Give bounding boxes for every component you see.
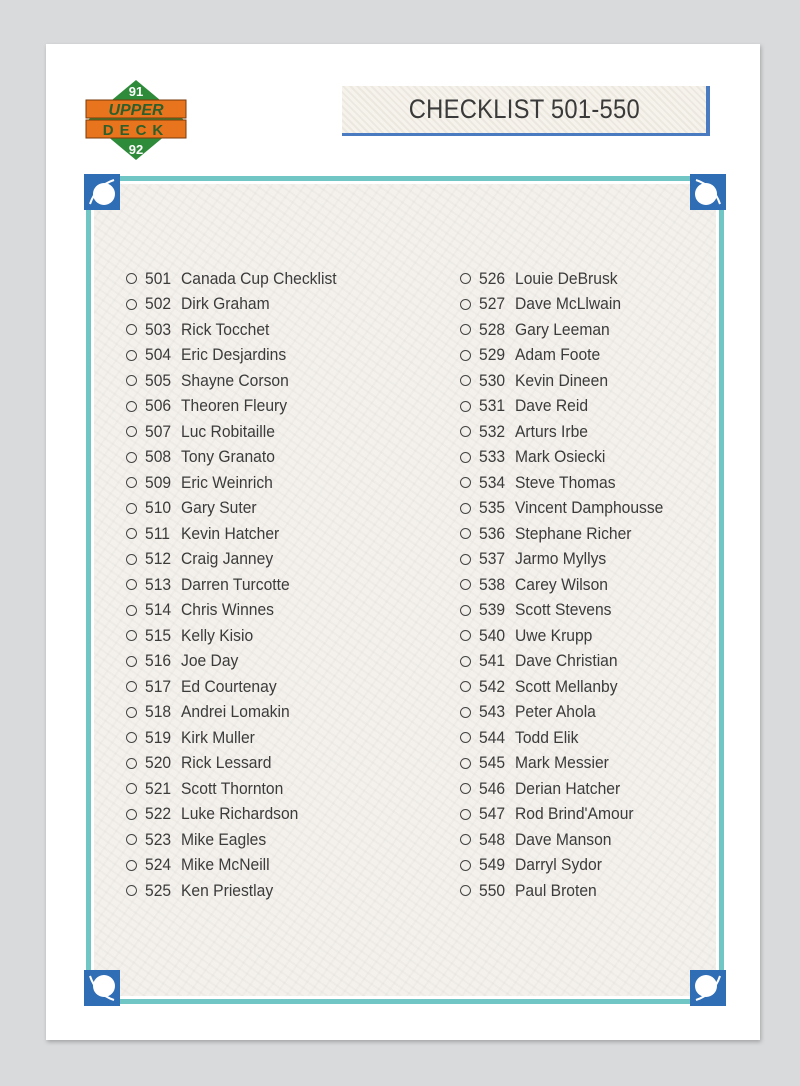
player-name: Scott Stevens (515, 600, 612, 620)
checklist-item (460, 292, 676, 318)
checklist-item (460, 266, 676, 292)
checkbox-circle-icon (460, 681, 471, 692)
card-number: 545 (479, 753, 506, 773)
frame-border-top (116, 176, 694, 181)
player-name: Rod Brind'Amour (515, 804, 634, 824)
checkbox-circle-icon (126, 452, 137, 463)
checkbox-circle-icon (460, 732, 471, 743)
player-name: Carey Wilson (515, 574, 609, 594)
player-name: Scott Thornton (181, 778, 284, 798)
player-name: Kevin Hatcher (181, 523, 280, 543)
checkbox-circle-icon (126, 503, 137, 514)
card-number: 529 (479, 345, 506, 365)
player-name: Ken Priestlay (181, 880, 274, 900)
checkbox-circle-icon (460, 860, 471, 871)
card-number: 502 (145, 294, 172, 314)
player-name: Adam Foote (515, 345, 601, 365)
card-number: 512 (145, 549, 172, 569)
checklist-item (126, 725, 350, 751)
checkbox-circle-icon (460, 401, 471, 412)
upper-deck-logo (84, 78, 188, 162)
checkbox-circle-icon (460, 834, 471, 845)
checklist-item (126, 827, 350, 853)
checklist-item (460, 725, 676, 751)
card-number: 508 (145, 447, 172, 467)
checkbox-circle-icon (126, 477, 137, 488)
checklist-item (126, 470, 350, 496)
checkbox-circle-icon (126, 299, 137, 310)
player-name: Steve Thomas (515, 472, 616, 492)
page-title: CHECKLIST 501-550 (408, 94, 640, 124)
checkbox-circle-icon (126, 758, 137, 769)
card-number: 504 (145, 345, 172, 365)
player-name: Kirk Muller (181, 727, 255, 747)
card-number: 537 (479, 549, 506, 569)
logo-brand-line1: UPPER (108, 102, 164, 119)
checklist-item (460, 623, 676, 649)
card-number: 546 (479, 778, 506, 798)
card-number: 543 (479, 702, 506, 722)
card-number: 525 (145, 880, 172, 900)
player-name: Dave McLlwain (515, 294, 622, 314)
card-number: 548 (479, 829, 506, 849)
player-name: Mark Messier (515, 753, 609, 773)
corner-ornament-icon (84, 174, 120, 210)
checkbox-circle-icon (460, 656, 471, 667)
checklist-item (126, 623, 350, 649)
checklist-item (460, 674, 676, 700)
player-name: Tony Granato (181, 447, 275, 467)
checkbox-circle-icon (126, 528, 137, 539)
player-name: Dave Christian (515, 651, 618, 671)
checklist-item (460, 802, 676, 828)
checkbox-circle-icon (460, 477, 471, 488)
checkbox-circle-icon (460, 783, 471, 794)
card-number: 542 (479, 676, 506, 696)
checklist-item (126, 445, 350, 471)
checklist-item (126, 343, 350, 369)
title-banner (342, 86, 710, 136)
player-name: Chris Winnes (181, 600, 275, 620)
corner-ornament-icon (84, 970, 120, 1006)
card-number: 526 (479, 268, 506, 288)
checklist-item (126, 700, 350, 726)
checkbox-circle-icon (126, 630, 137, 641)
player-name: Peter Ahola (515, 702, 596, 722)
logo-brand-line2: DECK (102, 122, 170, 139)
player-name: Paul Broten (515, 880, 597, 900)
player-name: Derian Hatcher (515, 778, 621, 798)
checkbox-circle-icon (126, 707, 137, 718)
card-number: 509 (145, 472, 172, 492)
checklist-item (126, 317, 350, 343)
checklist-item (126, 776, 350, 802)
checkbox-circle-icon (460, 324, 471, 335)
card-number: 530 (479, 370, 506, 390)
card-number: 510 (145, 498, 172, 518)
checkbox-circle-icon (460, 809, 471, 820)
checklist-item (126, 547, 350, 573)
checkbox-circle-icon (460, 707, 471, 718)
checkbox-circle-icon (126, 809, 137, 820)
player-name: Theoren Fleury (181, 396, 288, 416)
player-name: Kelly Kisio (181, 625, 254, 645)
card-number: 527 (479, 294, 506, 314)
card-number: 535 (479, 498, 506, 518)
checkbox-circle-icon (126, 324, 137, 335)
card-number: 517 (145, 676, 172, 696)
player-name: Arturs Irbe (515, 421, 589, 441)
checklist-item (126, 751, 350, 777)
card-number: 516 (145, 651, 172, 671)
checklist-item (126, 419, 350, 445)
checklist-item (460, 445, 676, 471)
player-name: Joe Day (181, 651, 239, 671)
checkbox-circle-icon (126, 732, 137, 743)
checklist-frame (86, 176, 724, 1004)
card-number: 515 (145, 625, 172, 645)
checklist-column-left (126, 266, 350, 904)
checkbox-circle-icon (126, 885, 137, 896)
player-name: Mark Osiecki (515, 447, 606, 467)
checklist-item (460, 394, 676, 420)
checkbox-circle-icon (460, 528, 471, 539)
card-number: 522 (145, 804, 172, 824)
checkbox-circle-icon (460, 579, 471, 590)
checklist-item (460, 317, 676, 343)
card-number: 521 (145, 778, 172, 798)
checklist-item (126, 521, 350, 547)
player-name: Scott Mellanby (515, 676, 618, 696)
card-number: 549 (479, 855, 506, 875)
card-number: 550 (479, 880, 506, 900)
checkbox-circle-icon (460, 630, 471, 641)
logo-top-year: 91 (128, 84, 144, 99)
checkbox-circle-icon (460, 758, 471, 769)
card-number: 536 (479, 523, 506, 543)
checklist-item (460, 572, 676, 598)
player-name: Darren Turcotte (181, 574, 290, 594)
player-name: Rick Lessard (181, 753, 272, 773)
checklist-column-right (460, 266, 676, 904)
checklist-item (126, 572, 350, 598)
checklist-item (460, 521, 676, 547)
player-name: Dirk Graham (181, 294, 270, 314)
card-number: 513 (145, 574, 172, 594)
checklist-item (460, 470, 676, 496)
player-name: Dave Reid (515, 396, 589, 416)
checklist-item (460, 368, 676, 394)
checklist-item (460, 827, 676, 853)
checklist-item (126, 496, 350, 522)
checklist-item (126, 394, 350, 420)
checkbox-circle-icon (460, 503, 471, 514)
player-name: Eric Desjardins (181, 345, 287, 365)
checklist-item (460, 649, 676, 675)
checklist-item (460, 853, 676, 879)
checkbox-circle-icon (460, 375, 471, 386)
checklist-item (460, 878, 676, 904)
card-number: 520 (145, 753, 172, 773)
card-number: 505 (145, 370, 172, 390)
checkbox-circle-icon (460, 554, 471, 565)
player-name: Luke Richardson (181, 804, 299, 824)
checklist-item (126, 878, 350, 904)
checklist-item (460, 751, 676, 777)
checklist-item (126, 266, 350, 292)
checkbox-circle-icon (126, 579, 137, 590)
checklist-item (460, 343, 676, 369)
player-name: Shayne Corson (181, 370, 289, 390)
card-number: 507 (145, 421, 172, 441)
player-name: Dave Manson (515, 829, 612, 849)
player-name: Gary Suter (181, 498, 257, 518)
card-number: 524 (145, 855, 172, 875)
checkbox-circle-icon (460, 273, 471, 284)
player-name: Rick Tocchet (181, 319, 270, 339)
checklist-item (126, 598, 350, 624)
card-number: 519 (145, 727, 172, 747)
card-number: 539 (479, 600, 506, 620)
checkbox-circle-icon (460, 299, 471, 310)
card-number: 544 (479, 727, 506, 747)
checkbox-circle-icon (126, 426, 137, 437)
player-name: Vincent Damphousse (515, 498, 664, 518)
card-number: 514 (145, 600, 172, 620)
checklist-item (126, 674, 350, 700)
checkbox-circle-icon (126, 860, 137, 871)
card-number: 501 (145, 268, 172, 288)
frame-border-bottom (116, 999, 694, 1004)
player-name: Gary Leeman (515, 319, 610, 339)
checkbox-circle-icon (460, 426, 471, 437)
checkbox-circle-icon (460, 885, 471, 896)
checklist-item (126, 853, 350, 879)
corner-ornament-icon (690, 174, 726, 210)
player-name: Todd Elik (515, 727, 579, 747)
card-number: 506 (145, 396, 172, 416)
checklist-item (460, 496, 676, 522)
checklist-item (126, 368, 350, 394)
player-name: Andrei Lomakin (181, 702, 290, 722)
checklist-item (460, 700, 676, 726)
player-name: Uwe Krupp (515, 625, 593, 645)
checkbox-circle-icon (126, 375, 137, 386)
card-number: 547 (479, 804, 506, 824)
card-number: 531 (479, 396, 506, 416)
checkbox-circle-icon (126, 656, 137, 667)
checklist-card (46, 44, 760, 1040)
checkbox-circle-icon (126, 681, 137, 692)
player-name: Mike McNeill (181, 855, 270, 875)
player-name: Eric Weinrich (181, 472, 273, 492)
checkbox-circle-icon (126, 554, 137, 565)
checklist-item (460, 598, 676, 624)
checkbox-circle-icon (126, 834, 137, 845)
corner-ornament-icon (690, 970, 726, 1006)
checkbox-circle-icon (126, 605, 137, 616)
checklist-item (126, 802, 350, 828)
card-number: 532 (479, 421, 506, 441)
player-name: Jarmo Myllys (515, 549, 607, 569)
card-number: 528 (479, 319, 506, 339)
card-number: 503 (145, 319, 172, 339)
card-number: 538 (479, 574, 506, 594)
checkbox-circle-icon (126, 350, 137, 361)
checkbox-circle-icon (126, 273, 137, 284)
checkbox-circle-icon (126, 401, 137, 412)
card-number: 540 (479, 625, 506, 645)
player-name: Darryl Sydor (515, 855, 602, 875)
card-number: 541 (479, 651, 506, 671)
player-name: Mike Eagles (181, 829, 267, 849)
card-number: 533 (479, 447, 506, 467)
checkbox-circle-icon (460, 452, 471, 463)
player-name: Ed Courtenay (181, 676, 277, 696)
card-number: 511 (145, 523, 170, 543)
player-name: Stephane Richer (515, 523, 632, 543)
checklist-item (460, 776, 676, 802)
player-name: Kevin Dineen (515, 370, 609, 390)
player-name: Canada Cup Checklist (181, 268, 337, 288)
card-number: 523 (145, 829, 172, 849)
checklist-item (126, 649, 350, 675)
checklist-item (460, 419, 676, 445)
checkbox-circle-icon (460, 605, 471, 616)
checklist-item (126, 292, 350, 318)
checkbox-circle-icon (460, 350, 471, 361)
frame-border-left (86, 206, 91, 974)
player-name: Craig Janney (181, 549, 274, 569)
player-name: Louie DeBrusk (515, 268, 618, 288)
logo-bottom-year: 92 (128, 142, 144, 157)
frame-border-right (719, 206, 724, 974)
card-number: 534 (479, 472, 506, 492)
checkbox-circle-icon (126, 783, 137, 794)
player-name: Luc Robitaille (181, 421, 275, 441)
card-number: 518 (145, 702, 172, 722)
checklist-item (460, 547, 676, 573)
